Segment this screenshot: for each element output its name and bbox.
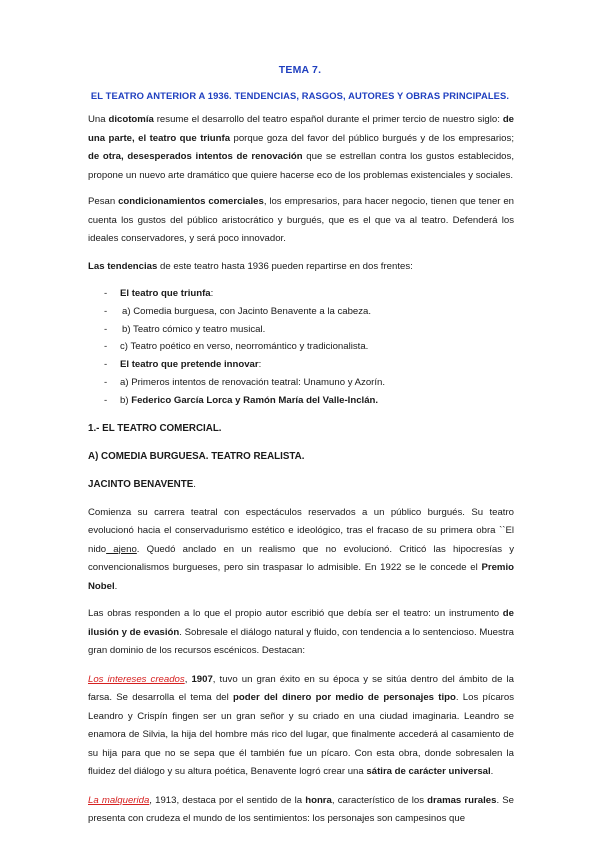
author-heading: JACINTO BENAVENTE. [88,478,196,490]
list-item: - b) Teatro cómico y teatro musical. [88,321,514,339]
tendencias-paragraph: Las tendencias de este teatro hasta 1936 pueden repartirse en dos frentes: [88,260,413,272]
benavente-paragraph: Comienza su carrera teatral con espectáculos reservados a un público burgués. Su teatro evolucionó hacia el conservadurismo estético e ideológico, tras el fracaso de su primera obra ``El nido ajeno. Quedó anclado en un realismo que no evolucionó. Criticó las hipocresías y convencionalismos burgueses, pero sin traspasar lo admisible. En 1922 se le concede el Premio Nobel. [88,506,515,592]
section-heading-comercial: 1.- EL TEATRO COMERCIAL. [88,422,222,434]
work-title-intereses: Los intereses creados [88,673,185,685]
document-body [88,111,514,829]
list-item: - a) Comedia burguesa, con Jacinto Benavente a la cabeza. [88,303,514,321]
obras-paragraph: Las obras responden a lo que el propio autor escribió que debía ser el teatro: un instrumento de ilusión y de evasión. Sobresale el diálogo natural y fluido, con tendencia a lo sentencioso. Muestra gran dominio de los recursos escénicos. Destacan: [88,608,515,657]
work-title-malquerida: La malquerida [88,794,150,806]
document-title: EL TEATRO ANTERIOR A 1936. TENDENCIAS, RASGOS, AUTORES Y OBRAS PRINCIPALES. [90,90,510,101]
topic-number: TEMA 7. [278,64,322,76]
section-heading-comedia: A) COMEDIA BURGUESA. TEATRO REALISTA. [88,450,305,462]
list-item: - a) Primeros intentos de renovación teatral: Unamuno y Azorín. [88,374,514,392]
malquerida-paragraph: La malquerida, 1913, destaca por el sentido de la honra, característico de los dramas rurales. Se presenta con crudeza el mundo de los sentimientos: los personajes son campesinos que [88,794,514,825]
list-item: - c) Teatro poético en verso, neorromántico y tradicionalista. [88,338,514,356]
list-item: - El teatro que pretende innovar: [88,356,514,374]
list-item: - El teatro que triunfa: [88,285,514,303]
intro-paragraph: Una dicotomía resume el desarrollo del teatro español durante el primer tercio de nuestro siglo: de una parte, el teatro que triunfa porque goza del favor del público burgués y de los empresarios; de otra, desesperados intentos de renovación que se estrellan contra los gustos establecidos, propone un nuevo arte dramático que quiere hacerse eco de los problemas existenciales y sociales. [88,114,515,181]
commercial-paragraph: Pesan condicionamientos comerciales, los empresarios, para hacer negocio, tienen que tener en cuenta los gustos del público aristocrático y burgués, que es el que va al teatro. Defenderá los ideales conservadores, y será poco innovador. [88,196,514,244]
list-item: - b) Federico García Lorca y Ramón María del Valle-Inclán. [88,392,514,410]
tendencias-list [88,285,514,410]
intereses-paragraph: Los intereses creados, 1907, tuvo un gran éxito en su época y se sitúa dentro del ámbito de la farsa. Se desarrolla el tema del poder del dinero por medio de personajes tipo. Los pícaros Leandro y Crispín fingen ser un gran señor y su criado en una ciudad imaginaria. Leandro se enamora de Silvia, la hija del hombre más rico del lugar, que finalmente accederá al casamiento de su hija para que no se sepa que él también fue un pícaro. Con esta obra, donde sobresalen la fluidez del diálogo y su altura poética, Benavente logró crear una sátira de carácter universal. [88,673,514,778]
